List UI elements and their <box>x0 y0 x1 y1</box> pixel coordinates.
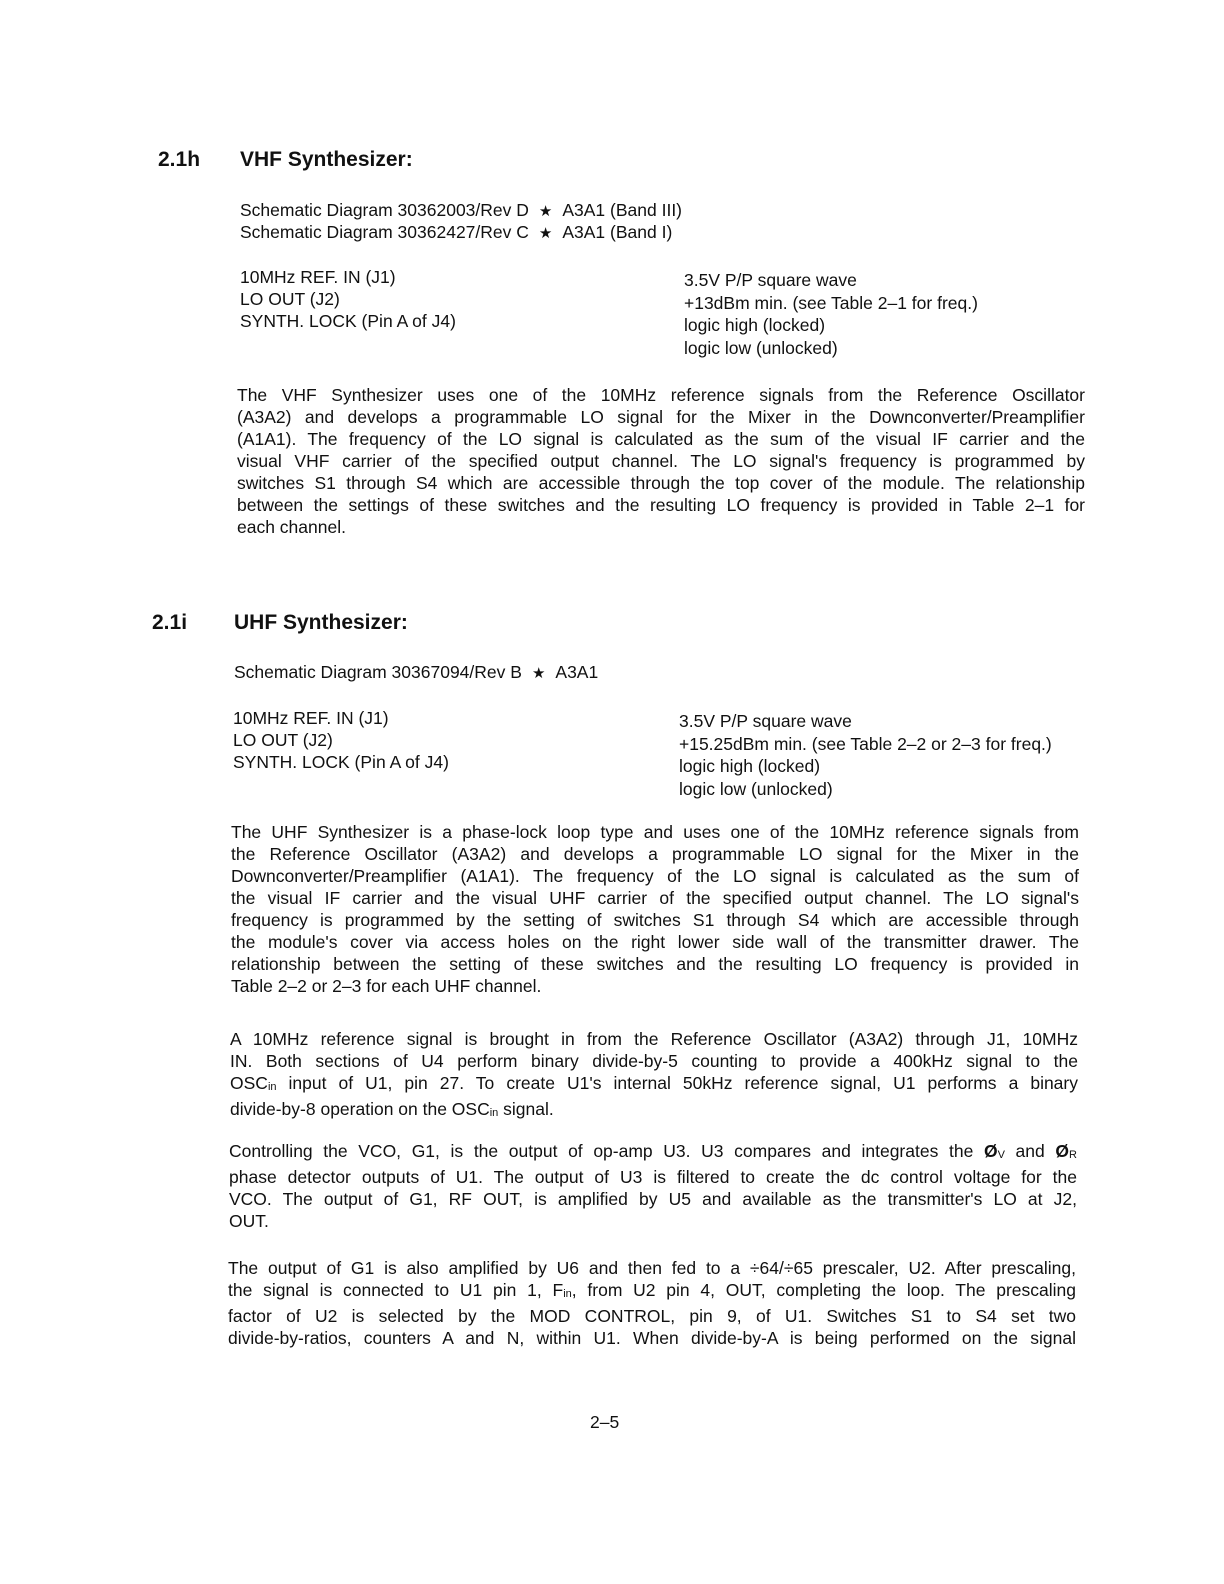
section-title: VHF Synthesizer: <box>240 148 413 171</box>
spec-value: logic low (unlocked) <box>684 338 838 358</box>
port-label: 10MHz REF. IN (J1) <box>240 267 396 287</box>
paragraph: The UHF Synthesizer is a phase-lock loop type and uses one of the 10MHz reference signals from the Reference Oscillator (A3A2) and develops a programmable LO signal for the Mixer in the Downconverter/Preamplifier (A1A1). The frequency of the LO signal is calculated as the sum of the visual IF carrier and the visual UHF carrier of the specified output channel. The LO signal's frequency is programmed by the setting of switches S1 through S4 which are accessible through the module's cover via access holes on the right lower side wall of the transmitter drawer. The relationship between the setting of these switches and the resulting LO frequency is provided in Table 2–2 or 2–3 for each UHF channel. <box>231 822 1079 996</box>
star-icon: ★ <box>538 203 553 220</box>
paragraph: A 10MHz reference signal is brought in from the Reference Oscillator (A3A2) through J1, 10MHz IN. Both sections of U4 perform binary divide-by-5 counting to provide a 400kHz signal to the OSCin input of U1, pin 27. To create U1's internal 50kHz reference signal, U1 performs a binary divide-by-8 operation on the OSCin signal. <box>230 1029 1078 1119</box>
section-number: 2.1h <box>158 148 201 171</box>
section-title: UHF Synthesizer: <box>234 611 408 634</box>
spec-value: +15.25dBm min. (see Table 2–2 or 2–3 for freq.) <box>679 734 1052 754</box>
schematic-line: Schematic Diagram 30367094/Rev B ★ A3A1 <box>234 662 599 682</box>
star-icon: ★ <box>538 225 553 242</box>
spec-value: logic high (locked) <box>684 315 826 335</box>
star-icon: ★ <box>531 665 546 682</box>
port-label: 10MHz REF. IN (J1) <box>233 708 389 728</box>
paragraph: The output of G1 is also amplified by U6 and then fed to a ÷64/÷65 prescaler, U2. After prescaling, the signal is connected to U1 pin 1, Fin, from U2 pin 4, OUT, completing the loop. The prescaling factor of U2 is selected by the MOD CONTROL, pin 9, of U1. Switches S1 to S4 set two divide-by-ratios, counters A and N, within U1. When divide-by-A is being performed on the signal <box>228 1258 1076 1348</box>
spec-value: logic low (unlocked) <box>679 779 833 799</box>
spec-value: logic high (locked) <box>679 756 821 776</box>
port-label: LO OUT (J2) <box>233 730 333 750</box>
spec-value: +13dBm min. (see Table 2–1 for freq.) <box>684 293 978 313</box>
page-number: 2–5 <box>590 1412 620 1432</box>
spec-value: 3.5V P/P square wave <box>684 270 857 290</box>
section-number: 2.1i <box>152 611 188 634</box>
port-label: SYNTH. LOCK (Pin A of J4) <box>240 311 456 331</box>
schematic-line: Schematic Diagram 30362003/Rev D ★ A3A1 (Band III) <box>240 200 683 220</box>
paragraph: Controlling the VCO, G1, is the output of op-amp U3. U3 compares and integrates the ØV and ØR phase detector outputs of U1. The output of U3 is filtered to create the dc control voltage for the VCO. The output of G1, RF OUT, is amplified by U5 and available as the transmitter's LO at J2, OUT. <box>229 1141 1077 1231</box>
port-label: SYNTH. LOCK (Pin A of J4) <box>233 752 449 772</box>
schematic-line: Schematic Diagram 30362427/Rev C ★ A3A1 (Band I) <box>240 222 673 242</box>
spec-value: 3.5V P/P square wave <box>679 711 852 731</box>
port-label: LO OUT (J2) <box>240 289 340 309</box>
paragraph: The VHF Synthesizer uses one of the 10MHz reference signals from the Reference Oscillator (A3A2) and develops a programmable LO signal for the Mixer in the Downconverter/Preamplifier (A1A1). The frequency of the LO signal is calculated as the sum of the visual IF carrier and the visual VHF carrier of the specified output channel. The LO signal's frequency is programmed by switches S1 through S4 which are accessible through the top cover of the module. The relationship between the settings of these switches and the resulting LO frequency is provided in Table 2–1 for each channel. <box>237 385 1085 537</box>
